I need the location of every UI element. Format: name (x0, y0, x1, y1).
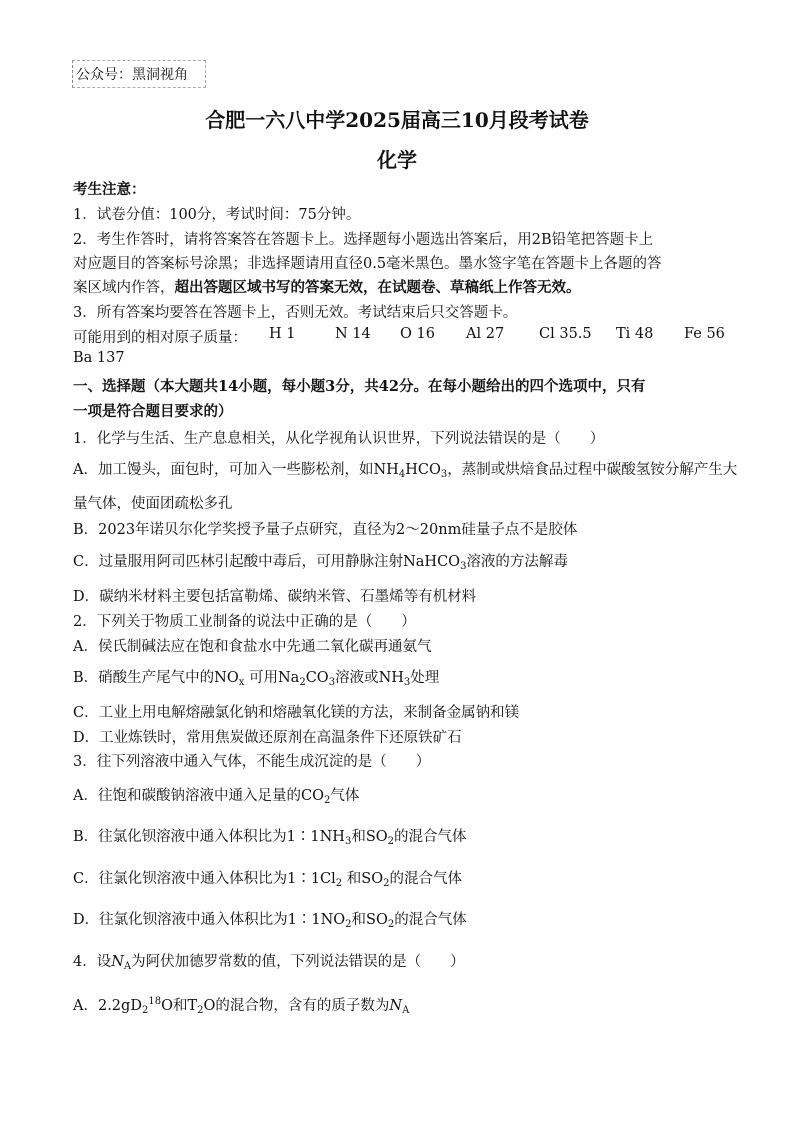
mass-fe: Fe 56 (684, 326, 725, 342)
mass-h: H 1 (269, 326, 296, 342)
q3-option-a: A．往饱和碳酸钠溶液中通入足量的$CO_2$气体 (73, 788, 360, 806)
q3-option-b: B．往氯化钡溶液中通入体积比为$1∶1NH_3$和$SO_2$的混合气体 (73, 829, 467, 847)
notice-item-1: 1．试卷分值：100分，考试时间：75分钟。 (73, 207, 361, 223)
q1-option-d: D．碳纳米材料主要包括富勒烯、碳纳米管、石墨烯等有机材料 (73, 589, 477, 605)
notice-warning: 超出答题区域书写的答案无效，在试题卷、草稿纸上作答无效。 (174, 279, 581, 296)
notice-item-2-line2: 对应题目的答案标号涂黑；非选择题请用直径0.5毫米黑色。墨水签字笔在答题卡上各题的答 (73, 256, 662, 272)
q4-option-a: A．$2.2gD_2^{18}O$和$T_2O$的混合物，含有的质子数为$N_A$ (73, 996, 410, 1016)
q3-option-c: C．往氯化钡溶液中通入体积比为$1∶1Cl_2$ 和$SO_2$的混合气体 (73, 871, 462, 889)
mass-cl: Cl 35.5 (539, 326, 592, 342)
q2-option-c: C．工业上用电解熔融氯化钠和熔融氧化镁的方法，来制备金属钠和镁 (73, 705, 520, 721)
q4-stem: 4．设$N_A$为阿伏加德罗常数的值，下列说法错误的是（ ） (73, 954, 465, 972)
q3-stem: 3．往下列溶液中通入气体，不能生成沉淀的是（ ） (73, 754, 431, 770)
section1-heading-line2: 一项是符合题目要求的） (73, 403, 233, 420)
notice-item-2-line1: 2．考生作答时，请将答案答在答题卡上。选择题每小题选出答案后，用2B铅笔把答题卡上 (73, 232, 654, 248)
q1-option-b: B．2023年诺贝尔化学奖授予量子点研究，直径为2～20nm硅量子点不是胶体 (73, 522, 578, 538)
mass-ba: Ba 137 (73, 350, 125, 366)
mass-ti: Ti 48 (616, 326, 654, 342)
q2-option-d: D．工业炼铁时，常用焦炭做还原剂在高温条件下还原铁矿石 (73, 730, 462, 746)
q1-option-c: C．过量服用阿司匹林引起酸中毒后，可用静脉注射NaHCO$_3$溶液的方法解毒 (73, 554, 568, 572)
subject-title: 化学 (377, 148, 417, 172)
notice-heading: 考生注意： (73, 181, 146, 198)
exam-title: 合肥一六八中学2025届高三10月段考试卷 (205, 108, 589, 132)
mass-n: N 14 (335, 326, 371, 342)
section1-heading-line1: 一、选择题（本大题共14小题，每小题3分，共42分。在每小题给出的四个选项中，只有 (73, 378, 646, 395)
q2-option-b: B．硝酸生产尾气中的$NO_x$ 可用$Na_2CO_3$溶液或$NH_3$处理 (73, 670, 440, 688)
notice-item-3: 3．所有答案均要答在答题卡上，否则无效。考试结束后只交答题卡。 (73, 305, 518, 321)
q1-stem: 1．化学与生活、生产息息相关，从化学视角认识世界，下列说法错误的是（ ） (73, 431, 605, 447)
q1-option-a-cont: 量气体，使面团疏松多孔 (73, 496, 233, 512)
atomic-mass-label: 可能用到的相对原子质量： (73, 330, 247, 346)
mass-o: O 16 (400, 326, 435, 342)
q2-stem: 2．下列关于物质工业制备的说法中正确的是（ ） (73, 614, 416, 630)
q2-option-a: A．侯氏制碱法应在饱和食盐水中先通二氧化碳再通氨气 (73, 639, 432, 655)
q1-option-a: A．加工馒头，面包时，可加入一些膨松剂，如$NH_4HCO_3$，蒸制或烘焙食品过程中碳酸氢铵分解产生大 (73, 462, 738, 480)
q3-option-d: D．往氯化钡溶液中通入体积比为$1∶1NO_2$和$SO_2$的混合气体 (73, 912, 467, 930)
watermark-label: 公众号：黑洞视角 (72, 60, 206, 88)
mass-al: Al 27 (466, 326, 505, 342)
notice-item-2-line3: 案区域内作答，超出答题区域书写的答案无效，在试题卷、草稿纸上作答无效。 (73, 279, 581, 296)
